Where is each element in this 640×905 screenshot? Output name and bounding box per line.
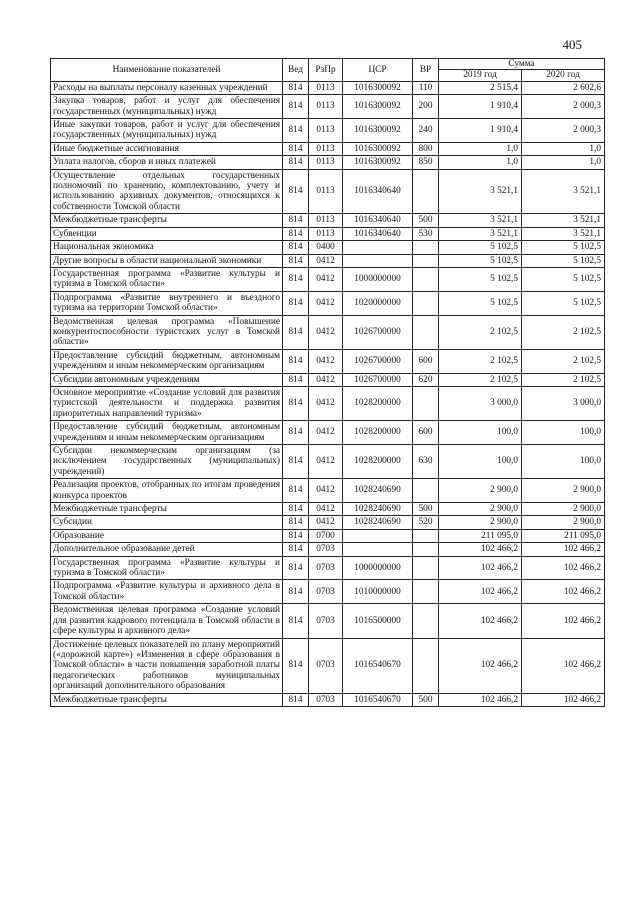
row-csr: 1016300092: [343, 81, 413, 94]
row-vr: [413, 169, 439, 214]
row-amount-2019: 5 102,5: [439, 267, 522, 291]
row-vr: [413, 386, 439, 420]
row-amount-2020: 3 000,0: [522, 386, 605, 420]
table-row: [51, 638, 605, 693]
row-amount-2020: 2 900,0: [522, 503, 605, 516]
row-amount-2019: 1 910,4: [439, 95, 522, 119]
table-row: [51, 214, 605, 227]
row-csr: 1016300092: [343, 156, 413, 169]
row-vr: [413, 529, 439, 542]
table-row: [51, 693, 605, 706]
row-rzpr: 0703: [309, 604, 343, 638]
row-name: Закупка товаров, работ и услуг для обеспечения государственных (муниципальных) нужд: [51, 95, 283, 119]
row-rzpr: 0703: [309, 556, 343, 580]
row-csr: [343, 254, 413, 267]
row-amount-2020: 1,0: [522, 142, 605, 155]
row-rzpr: 0703: [309, 580, 343, 604]
header-name: Наименование показателей: [51, 59, 283, 82]
table-row: [51, 386, 605, 420]
row-amount-2020: 5 102,5: [522, 241, 605, 254]
row-vr: 500: [413, 503, 439, 516]
row-csr: 1026700000: [343, 349, 413, 373]
row-vr: 630: [413, 445, 439, 479]
row-name: Субсидии автономным учреждениям: [51, 373, 283, 386]
row-csr: 1028240690: [343, 516, 413, 529]
row-name: Другие вопросы в области национальной экономики: [51, 254, 283, 267]
row-name: Межбюджетные трансферты: [51, 503, 283, 516]
row-ved: 814: [283, 291, 309, 315]
table-row: [51, 227, 605, 240]
table-row: [51, 421, 605, 445]
row-vr: 110: [413, 81, 439, 94]
row-ved: 814: [283, 267, 309, 291]
row-amount-2020: 102 466,2: [522, 604, 605, 638]
row-ved: 814: [283, 445, 309, 479]
row-csr: 1028200000: [343, 445, 413, 479]
row-csr: 1028240690: [343, 503, 413, 516]
row-rzpr: 0113: [309, 119, 343, 143]
row-name: Межбюджетные трансферты: [51, 214, 283, 227]
row-amount-2019: 102 466,2: [439, 556, 522, 580]
row-rzpr: 0113: [309, 95, 343, 119]
row-amount-2020: 3 521,1: [522, 169, 605, 214]
row-rzpr: 0703: [309, 638, 343, 693]
row-name: Субвенции: [51, 227, 283, 240]
row-rzpr: 0412: [309, 516, 343, 529]
row-amount-2020: 102 466,2: [522, 638, 605, 693]
row-amount-2019: 100,0: [439, 445, 522, 479]
row-amount-2019: 5 102,5: [439, 291, 522, 315]
row-amount-2020: 102 466,2: [522, 543, 605, 556]
table-row: [51, 142, 605, 155]
row-ved: 814: [283, 604, 309, 638]
row-amount-2019: 211 095,0: [439, 529, 522, 542]
row-amount-2020: 102 466,2: [522, 693, 605, 706]
row-rzpr: 0412: [309, 503, 343, 516]
row-vr: [413, 315, 439, 349]
header-vr: ВР: [413, 59, 439, 82]
row-name: Подпрограмма «Развитие внутреннего и въездного туризма на территории Томской области»: [51, 291, 283, 315]
row-name: Предоставление субсидий бюджетным, автономным учреждениям и иным некоммерческим организациям: [51, 349, 283, 373]
row-ved: 814: [283, 503, 309, 516]
row-ved: 814: [283, 693, 309, 706]
row-name: Расходы на выплаты персоналу казенных учреждений: [51, 81, 283, 94]
row-rzpr: 0113: [309, 214, 343, 227]
row-rzpr: 0412: [309, 267, 343, 291]
row-name: Иные бюджетные ассигнования: [51, 142, 283, 155]
row-amount-2019: 2 900,0: [439, 479, 522, 503]
row-name: Предоставление субсидий бюджетным, автономным учреждениям и иным некоммерческим организациям: [51, 421, 283, 445]
table-row: [51, 503, 605, 516]
row-csr: 1000000000: [343, 556, 413, 580]
row-amount-2019: 2 102,5: [439, 349, 522, 373]
row-name: Осуществление отдельных государственных полномочий по хранению, комплектованию, учету и использованию архивных документов, относящихся к собственности Томской области: [51, 169, 283, 214]
row-amount-2020: 2 000,3: [522, 95, 605, 119]
header-rzpr: РзПр: [309, 59, 343, 82]
row-rzpr: 0113: [309, 156, 343, 169]
row-rzpr: 0113: [309, 169, 343, 214]
row-rzpr: 0400: [309, 241, 343, 254]
row-vr: 200: [413, 95, 439, 119]
row-vr: 800: [413, 142, 439, 155]
row-amount-2020: 5 102,5: [522, 254, 605, 267]
row-amount-2020: 2 000,3: [522, 119, 605, 143]
row-amount-2020: 211 095,0: [522, 529, 605, 542]
row-csr: [343, 543, 413, 556]
table-row: [51, 267, 605, 291]
row-amount-2020: 102 466,2: [522, 556, 605, 580]
table-row: [51, 604, 605, 638]
row-rzpr: 0113: [309, 81, 343, 94]
row-vr: 600: [413, 349, 439, 373]
row-amount-2019: 2 102,5: [439, 315, 522, 349]
row-vr: [413, 479, 439, 503]
row-csr: [343, 241, 413, 254]
row-rzpr: 0113: [309, 227, 343, 240]
table-row: [51, 373, 605, 386]
row-rzpr: 0412: [309, 386, 343, 420]
row-vr: 500: [413, 214, 439, 227]
row-vr: [413, 556, 439, 580]
row-amount-2019: 102 466,2: [439, 638, 522, 693]
row-name: Подпрограмма «Развитие культуры и архивного дела в Томской области»: [51, 580, 283, 604]
table-row: [51, 254, 605, 267]
row-ved: 814: [283, 81, 309, 94]
row-amount-2019: 2 900,0: [439, 503, 522, 516]
row-ved: 814: [283, 254, 309, 267]
row-rzpr: 0412: [309, 315, 343, 349]
row-csr: 1000000000: [343, 267, 413, 291]
row-amount-2019: 1 910,4: [439, 119, 522, 143]
row-vr: 600: [413, 421, 439, 445]
row-ved: 814: [283, 156, 309, 169]
row-name: Дополнительное образование детей: [51, 543, 283, 556]
row-amount-2020: 2 900,0: [522, 516, 605, 529]
table-row: [51, 543, 605, 556]
row-csr: 1016300092: [343, 142, 413, 155]
row-csr: 1016540670: [343, 638, 413, 693]
row-name: Национальная экономика: [51, 241, 283, 254]
row-amount-2020: 2 102,5: [522, 373, 605, 386]
table-row: [51, 291, 605, 315]
budget-table: [50, 58, 605, 707]
table-row: [51, 119, 605, 143]
table-row: [51, 479, 605, 503]
row-vr: [413, 543, 439, 556]
row-vr: [413, 580, 439, 604]
row-vr: [413, 604, 439, 638]
row-csr: 1016540670: [343, 693, 413, 706]
table-row: [51, 529, 605, 542]
row-ved: 814: [283, 479, 309, 503]
row-csr: 1016300092: [343, 95, 413, 119]
row-ved: 814: [283, 516, 309, 529]
row-amount-2020: 1,0: [522, 156, 605, 169]
header-sum: Сумма: [439, 59, 605, 70]
row-csr: [343, 529, 413, 542]
row-rzpr: 0412: [309, 421, 343, 445]
row-csr: 1010000000: [343, 580, 413, 604]
row-ved: 814: [283, 119, 309, 143]
row-amount-2019: 102 466,2: [439, 580, 522, 604]
row-amount-2020: 2 102,5: [522, 349, 605, 373]
row-name: Государственная программа «Развитие культуры и туризма в Томской области»: [51, 267, 283, 291]
table-row: [51, 445, 605, 479]
row-name: Субсидии некоммерческим организациям (за исключением государственных (муниципальных) учреждений): [51, 445, 283, 479]
header-2020: 2020 год: [522, 70, 605, 81]
row-ved: 814: [283, 142, 309, 155]
row-ved: 814: [283, 214, 309, 227]
row-name: Ведомственная целевая программа «Повышение конкурентоспособности туристских услуг в Томской области»: [51, 315, 283, 349]
row-amount-2019: 5 102,5: [439, 254, 522, 267]
row-csr: 1016500000: [343, 604, 413, 638]
row-rzpr: 0412: [309, 445, 343, 479]
table-row: [51, 580, 605, 604]
row-amount-2019: 3 521,1: [439, 169, 522, 214]
row-amount-2020: 2 102,5: [522, 315, 605, 349]
row-amount-2019: 102 466,2: [439, 543, 522, 556]
row-name: Достижение целевых показателей по плану мероприятий («дорожной карте») «Изменения в сфере образования в Томской области» в части повышения заработной платы педагогических работников муниципальных организаций дополнительного образования: [51, 638, 283, 693]
row-vr: 500: [413, 693, 439, 706]
row-vr: 530: [413, 227, 439, 240]
row-rzpr: 0412: [309, 373, 343, 386]
row-amount-2019: 3 521,1: [439, 227, 522, 240]
row-csr: 1028200000: [343, 386, 413, 420]
row-name: Основное мероприятие «Создание условий для развития туристской деятельности и поддержка развития приоритетных направлений туризма»: [51, 386, 283, 420]
row-ved: 814: [283, 421, 309, 445]
page-number: 405: [562, 37, 582, 52]
table-row: [51, 81, 605, 94]
row-ved: 814: [283, 349, 309, 373]
row-ved: 814: [283, 543, 309, 556]
row-csr: 1016340640: [343, 169, 413, 214]
row-amount-2019: 2 102,5: [439, 373, 522, 386]
row-amount-2019: 3 521,1: [439, 214, 522, 227]
row-name: Межбюджетные трансферты: [51, 693, 283, 706]
row-amount-2020: 102 466,2: [522, 580, 605, 604]
row-rzpr: 0703: [309, 693, 343, 706]
table-row: [51, 169, 605, 214]
row-name: Уплата налогов, сборов и иных платежей: [51, 156, 283, 169]
row-rzpr: 0113: [309, 142, 343, 155]
row-name: Субсидии: [51, 516, 283, 529]
row-csr: 1016340640: [343, 214, 413, 227]
row-rzpr: 0412: [309, 349, 343, 373]
row-ved: 814: [283, 169, 309, 214]
row-vr: 240: [413, 119, 439, 143]
row-amount-2019: 102 466,2: [439, 693, 522, 706]
row-amount-2020: 2 900,0: [522, 479, 605, 503]
row-rzpr: 0412: [309, 291, 343, 315]
row-csr: 1028200000: [343, 421, 413, 445]
table-row: [51, 315, 605, 349]
row-amount-2020: 3 521,1: [522, 227, 605, 240]
row-ved: 814: [283, 227, 309, 240]
row-vr: [413, 254, 439, 267]
row-name: Образование: [51, 529, 283, 542]
row-csr: 1026700000: [343, 373, 413, 386]
row-amount-2020: 5 102,5: [522, 291, 605, 315]
row-name: Иные закупки товаров, работ и услуг для обеспечения государственных (муниципальных) нужд: [51, 119, 283, 143]
row-amount-2019: 3 000,0: [439, 386, 522, 420]
row-rzpr: 0412: [309, 479, 343, 503]
row-amount-2019: 100,0: [439, 421, 522, 445]
row-ved: 814: [283, 241, 309, 254]
header-2019: 2019 год: [439, 70, 522, 81]
row-amount-2019: 5 102,5: [439, 241, 522, 254]
row-ved: 814: [283, 95, 309, 119]
row-amount-2019: 1,0: [439, 142, 522, 155]
row-ved: 814: [283, 315, 309, 349]
table-row: [51, 556, 605, 580]
row-vr: 620: [413, 373, 439, 386]
row-amount-2020: 3 521,1: [522, 214, 605, 227]
row-rzpr: 0703: [309, 543, 343, 556]
row-ved: 814: [283, 556, 309, 580]
row-amount-2019: 1,0: [439, 156, 522, 169]
row-csr: 1028240690: [343, 479, 413, 503]
row-name: Реализация проектов, отобранных по итогам проведения конкурса проектов: [51, 479, 283, 503]
header-csr: ЦСР: [343, 59, 413, 82]
row-vr: [413, 291, 439, 315]
row-vr: [413, 638, 439, 693]
row-vr: [413, 267, 439, 291]
row-amount-2020: 100,0: [522, 445, 605, 479]
row-rzpr: 0700: [309, 529, 343, 542]
table-row: [51, 516, 605, 529]
row-ved: 814: [283, 386, 309, 420]
row-amount-2019: 2 515,4: [439, 81, 522, 94]
row-ved: 814: [283, 638, 309, 693]
table-row: [51, 349, 605, 373]
row-amount-2020: 100,0: [522, 421, 605, 445]
row-ved: 814: [283, 529, 309, 542]
row-csr: 1016300092: [343, 119, 413, 143]
row-amount-2020: 5 102,5: [522, 267, 605, 291]
header-ved: Вед: [283, 59, 309, 82]
row-name: Государственная программа «Развитие культуры и туризма в Томской области»: [51, 556, 283, 580]
row-amount-2020: 2 602,6: [522, 81, 605, 94]
row-vr: [413, 241, 439, 254]
row-vr: 850: [413, 156, 439, 169]
row-rzpr: 0412: [309, 254, 343, 267]
table-body: [51, 81, 605, 706]
table-row: [51, 241, 605, 254]
table-row: [51, 156, 605, 169]
row-csr: 1020000000: [343, 291, 413, 315]
row-amount-2019: 2 900,0: [439, 516, 522, 529]
row-csr: 1026700000: [343, 315, 413, 349]
row-name: Ведомственная целевая программа «Создание условий для развития кадрового потенциала в Томской области в сфере культуры и архивного дела»: [51, 604, 283, 638]
row-vr: 520: [413, 516, 439, 529]
row-amount-2019: 102 466,2: [439, 604, 522, 638]
row-ved: 814: [283, 580, 309, 604]
table-row: [51, 95, 605, 119]
row-ved: 814: [283, 373, 309, 386]
row-csr: 1016340640: [343, 227, 413, 240]
